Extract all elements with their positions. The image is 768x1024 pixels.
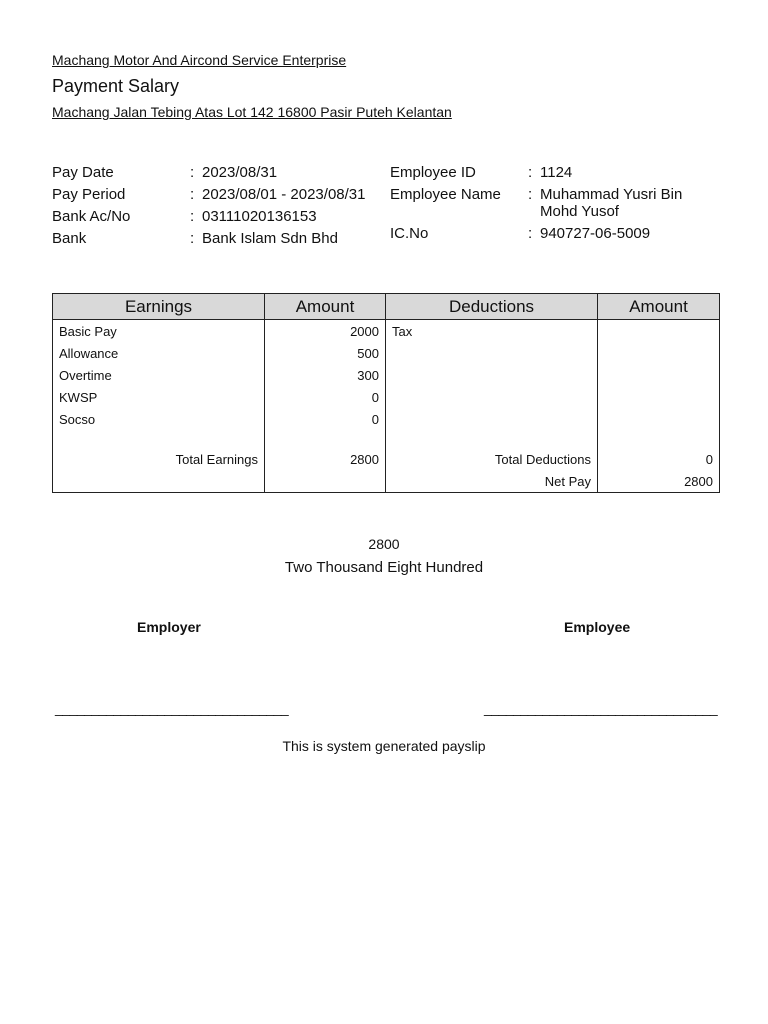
company-name: Machang Motor And Aircond Service Enterprise — [52, 52, 347, 68]
employee-id-value: 1124 — [540, 164, 573, 181]
total-deductions-value: 0 — [598, 448, 720, 470]
total-earnings-label: Total Earnings — [53, 448, 265, 470]
earning-name: KWSP — [53, 386, 265, 408]
separator: : — [190, 186, 195, 203]
employee-id-label: Employee ID — [390, 164, 476, 181]
earnings-amount-header: Amount — [265, 294, 386, 320]
net-pay-label: Net Pay — [386, 470, 598, 493]
bank-label: Bank — [52, 230, 87, 247]
employee-name-line2: Mohd Yusof — [540, 203, 619, 220]
earning-name: Overtime — [53, 364, 265, 386]
deduction-amount — [598, 320, 720, 343]
bank-account-value: 03111020136153 — [202, 208, 317, 225]
company-address: Machang Jalan Tebing Atas Lot 142 16800 Pasir Puteh Kelantan — [52, 104, 452, 120]
net-pay-row — [53, 470, 720, 493]
employee-signature-line: ________________________________ — [484, 700, 718, 716]
table-row — [53, 408, 720, 430]
net-pay-in-words: Two Thousand Eight Hundred — [284, 559, 484, 576]
pay-period-label: Pay Period — [52, 186, 126, 203]
earnings-header: Earnings — [53, 294, 265, 320]
earning-name: Allowance — [53, 342, 265, 364]
separator: : — [528, 225, 533, 242]
page-title: Payment Salary — [52, 76, 180, 96]
table-spacer-row — [53, 430, 720, 448]
table-row — [53, 320, 720, 343]
separator: : — [528, 164, 533, 181]
separator: : — [190, 230, 195, 247]
earning-amount: 500 — [265, 342, 386, 364]
deductions-amount-header: Amount — [598, 294, 720, 320]
totals-row — [53, 448, 720, 470]
pay-date-value: 2023/08/31 — [202, 164, 278, 181]
separator: : — [190, 208, 195, 225]
employee-name-label: Employee Name — [390, 186, 501, 203]
earning-name: Socso — [53, 408, 265, 430]
separator: : — [190, 164, 195, 181]
table-header-row — [53, 294, 720, 320]
total-deductions-label: Total Deductions — [386, 448, 598, 470]
bank-account-label: Bank Ac/No — [52, 208, 131, 225]
table-row — [53, 386, 720, 408]
table-row — [53, 364, 720, 386]
earning-amount: 2000 — [265, 320, 386, 343]
separator: : — [528, 186, 533, 203]
table-row — [53, 342, 720, 364]
employer-label: Employer — [137, 619, 201, 635]
net-pay-value: 2800 — [598, 470, 720, 493]
pay-date-label: Pay Date — [52, 164, 114, 181]
pay-period-value: 2023/08/01 - 2023/08/31 — [202, 186, 366, 203]
earning-amount: 0 — [265, 386, 386, 408]
employee-name-line1: Muhammad Yusri Bin — [540, 186, 683, 203]
payslip-table — [52, 293, 720, 493]
deductions-header: Deductions — [386, 294, 598, 320]
ic-no-value: 940727-06-5009 — [540, 225, 651, 242]
employee-label: Employee — [564, 619, 631, 635]
net-pay-amount: 2800 — [368, 536, 400, 552]
earning-amount: 300 — [265, 364, 386, 386]
total-earnings-value: 2800 — [265, 448, 386, 470]
bank-value: Bank Islam Sdn Bhd — [202, 230, 338, 247]
ic-no-label: IC.No — [390, 225, 429, 242]
earning-amount: 0 — [265, 408, 386, 430]
deduction-name: Tax — [386, 320, 598, 343]
footer-note: This is system generated payslip — [282, 738, 486, 754]
earning-name: Basic Pay — [53, 320, 265, 343]
employer-signature-line: ________________________________ — [55, 700, 289, 716]
